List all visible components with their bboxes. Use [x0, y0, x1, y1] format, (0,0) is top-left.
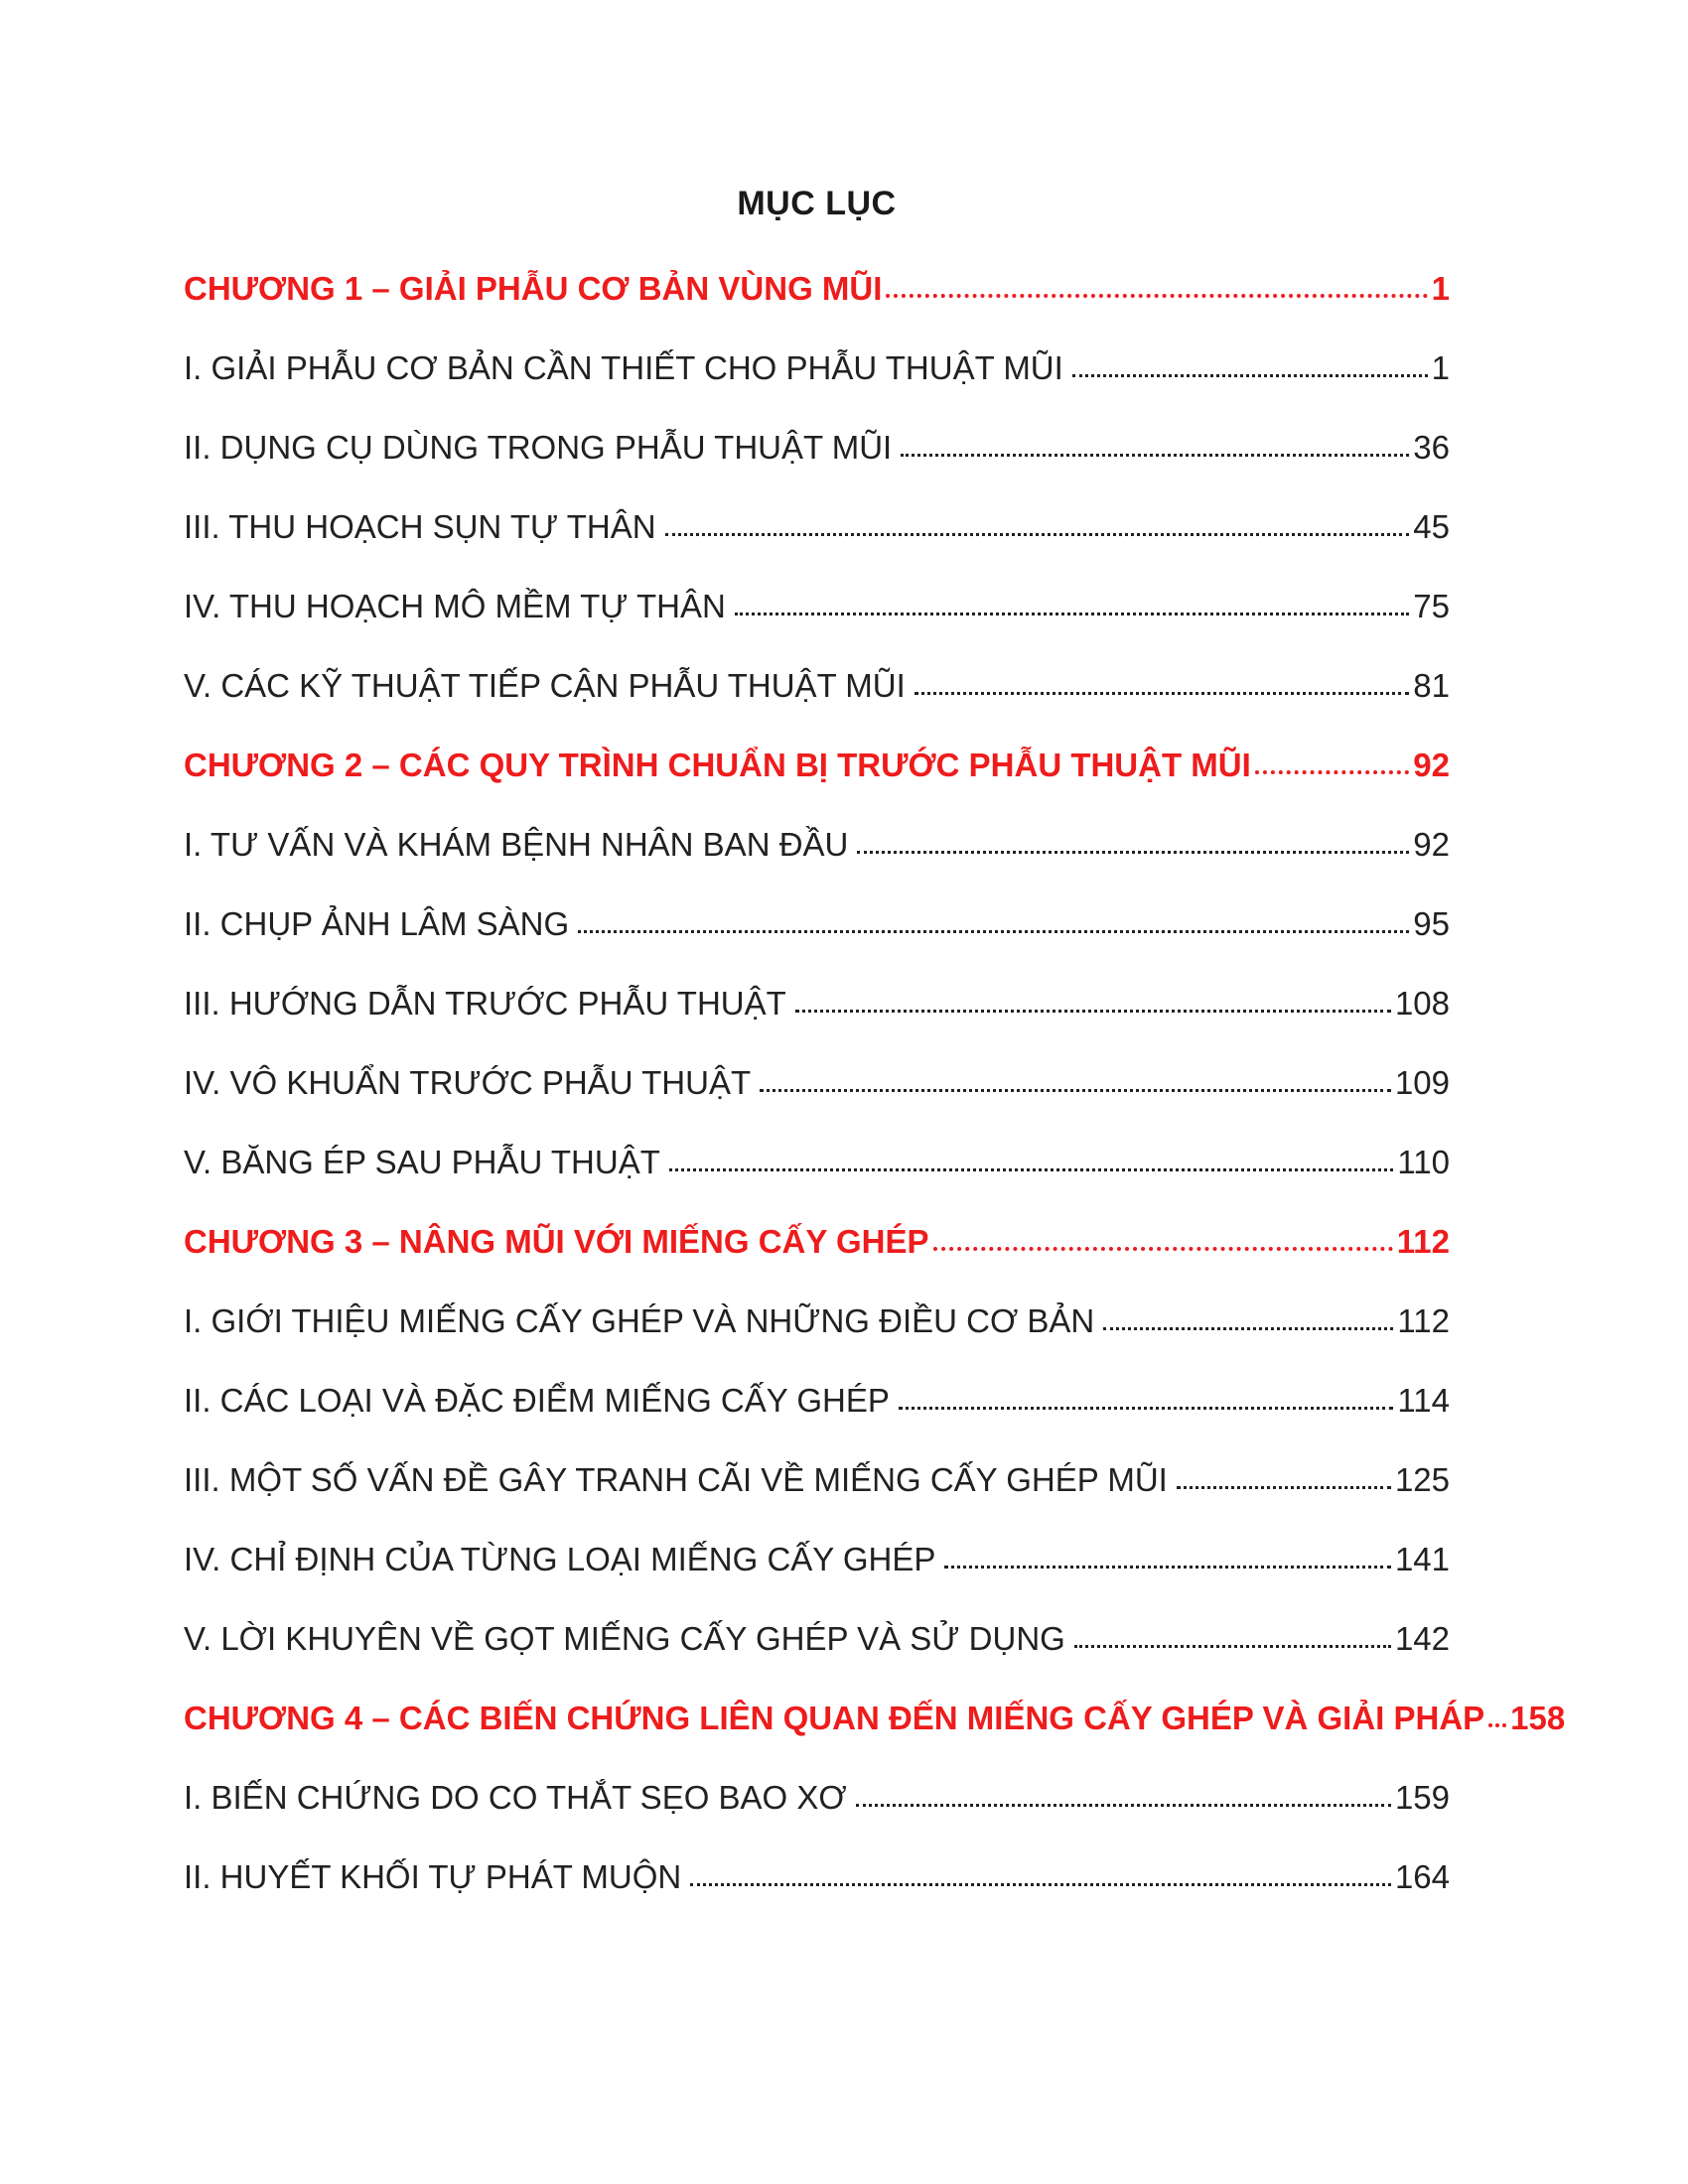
toc-page-number: 95 [1413, 905, 1450, 942]
dot-leader [899, 1407, 1394, 1410]
toc-page-number: 75 [1413, 588, 1450, 624]
toc-page-number: 36 [1413, 429, 1450, 466]
toc-item-entry[interactable] [184, 329, 1450, 408]
toc-entry-label: CHƯƠNG 1 – GIẢI PHẪU CƠ BẢN VÙNG MŨI [184, 270, 883, 307]
toc-page-number: 92 [1413, 826, 1450, 863]
toc-page-number: 45 [1413, 508, 1450, 545]
toc-entry-label: III. THU HOẠCH SỤN TỰ THÂN [184, 508, 656, 545]
toc-page-number: 141 [1394, 1541, 1450, 1577]
toc-chapter-entry[interactable] [184, 1679, 1566, 1758]
toc-page-number: 92 [1413, 747, 1450, 783]
table-of-contents [184, 249, 1566, 1917]
toc-entry-label: I. GIẢI PHẪU CƠ BẢN CẦN THIẾT CHO PHẪU THUẬT MŨI [184, 349, 1063, 386]
toc-item-entry[interactable] [184, 408, 1450, 487]
toc-page-number: 125 [1394, 1461, 1450, 1498]
toc-page-number: 81 [1413, 667, 1450, 704]
dot-leader [901, 454, 1409, 457]
toc-item-entry[interactable] [184, 964, 1450, 1043]
toc-item-entry[interactable] [184, 1440, 1450, 1520]
dot-leader [669, 1168, 1394, 1171]
toc-entry-label: III. MỘT SỐ VẤN ĐỀ GÂY TRANH CÃI VỀ MIẾNG CẤY GHÉP MŨI [184, 1461, 1168, 1498]
dot-leader [1103, 1327, 1393, 1330]
dot-leader [886, 294, 1427, 298]
toc-item-entry[interactable] [184, 1758, 1450, 1838]
dot-leader [795, 1010, 1391, 1013]
toc-page-number: 114 [1397, 1382, 1450, 1419]
dot-leader [1072, 374, 1428, 377]
dot-leader [857, 851, 1409, 854]
dot-leader [933, 1247, 1393, 1251]
toc-page-number: 1 [1431, 349, 1450, 386]
toc-item-entry[interactable] [184, 805, 1450, 885]
toc-page-number: 110 [1397, 1144, 1450, 1180]
toc-entry-label: II. HUYẾT KHỐI TỰ PHÁT MUỘN [184, 1858, 682, 1895]
toc-chapter-entry[interactable] [184, 1202, 1450, 1282]
toc-entry-label: CHƯƠNG 3 – NÂNG MŨI VỚI MIẾNG CẤY GHÉP [184, 1223, 929, 1260]
dot-leader [578, 930, 1409, 933]
toc-page-number: 158 [1510, 1700, 1566, 1736]
toc-page-number: 109 [1394, 1064, 1450, 1101]
toc-page-number: 164 [1394, 1858, 1450, 1895]
toc-entry-label: IV. VÔ KHUẨN TRƯỚC PHẪU THUẬT [184, 1064, 752, 1101]
toc-chapter-entry[interactable] [184, 726, 1450, 805]
toc-item-entry[interactable] [184, 1361, 1450, 1440]
toc-entry-label: V. BĂNG ÉP SAU PHẪU THUẬT [184, 1144, 660, 1180]
toc-item-entry[interactable] [184, 567, 1450, 646]
toc-item-entry[interactable] [184, 885, 1450, 964]
dot-leader [1074, 1645, 1391, 1648]
toc-entry-label: III. HƯỚNG DẪN TRƯỚC PHẪU THUẬT [184, 985, 786, 1022]
toc-entry-label: V. LỜI KHUYÊN VỀ GỌT MIẾNG CẤY GHÉP VÀ SỬ DỤNG [184, 1620, 1065, 1657]
toc-page-number: 112 [1397, 1302, 1450, 1339]
toc-entry-label: CHƯƠNG 2 – CÁC QUY TRÌNH CHUẨN BỊ TRƯỚC PHẪU THUẬT MŨI [184, 747, 1251, 783]
dot-leader [690, 1883, 1391, 1886]
toc-entry-label: II. CÁC LOẠI VÀ ĐẶC ĐIỂM MIẾNG CẤY GHÉP [184, 1382, 890, 1419]
toc-entry-label: II. DỤNG CỤ DÙNG TRONG PHẪU THUẬT MŨI [184, 429, 893, 466]
toc-item-entry[interactable] [184, 1838, 1450, 1917]
dot-leader [944, 1566, 1391, 1569]
toc-chapter-entry[interactable] [184, 249, 1450, 329]
toc-item-entry[interactable] [184, 646, 1450, 726]
toc-item-entry[interactable] [184, 1123, 1450, 1202]
dot-leader [856, 1804, 1391, 1807]
toc-entry-label: I. TƯ VẤN VÀ KHÁM BỆNH NHÂN BAN ĐẦU [184, 826, 849, 863]
toc-item-entry[interactable] [184, 1043, 1450, 1123]
toc-item-entry[interactable] [184, 487, 1450, 567]
dot-leader [1255, 770, 1409, 774]
page-title: MỤC LỤC [737, 185, 897, 222]
toc-page-number: 159 [1394, 1779, 1450, 1816]
toc-entry-label: V. CÁC KỸ THUẬT TIẾP CẬN PHẪU THUẬT MŨI [184, 667, 906, 704]
dot-leader [665, 533, 1410, 536]
toc-entry-label: II. CHỤP ẢNH LÂM SÀNG [184, 905, 570, 942]
dot-leader [735, 613, 1409, 615]
toc-item-entry[interactable] [184, 1520, 1450, 1599]
toc-item-entry[interactable] [184, 1599, 1450, 1679]
dot-leader [1177, 1486, 1391, 1489]
toc-entry-label: I. BIẾN CHỨNG DO CO THẮT SẸO BAO XƠ [184, 1779, 847, 1816]
dot-leader [1488, 1723, 1506, 1727]
toc-page-number: 142 [1394, 1620, 1450, 1657]
toc-item-entry[interactable] [184, 1282, 1450, 1361]
toc-entry-label: CHƯƠNG 4 – CÁC BIẾN CHỨNG LIÊN QUAN ĐẾN MIẾNG CẤY GHÉP VÀ GIẢI PHÁP [184, 1700, 1485, 1736]
dot-leader [760, 1089, 1391, 1092]
toc-page-number: 1 [1431, 270, 1450, 307]
toc-entry-label: IV. CHỈ ĐỊNH CỦA TỪNG LOẠI MIẾNG CẤY GHÉP [184, 1541, 936, 1577]
toc-page-number: 108 [1394, 985, 1450, 1022]
toc-page-number: 112 [1396, 1223, 1450, 1260]
toc-entry-label: IV. THU HOẠCH MÔ MỀM TỰ THÂN [184, 588, 726, 624]
toc-entry-label: I. GIỚI THIỆU MIẾNG CẤY GHÉP VÀ NHỮNG ĐIỀU CƠ BẢN [184, 1302, 1095, 1339]
dot-leader [914, 692, 1409, 695]
